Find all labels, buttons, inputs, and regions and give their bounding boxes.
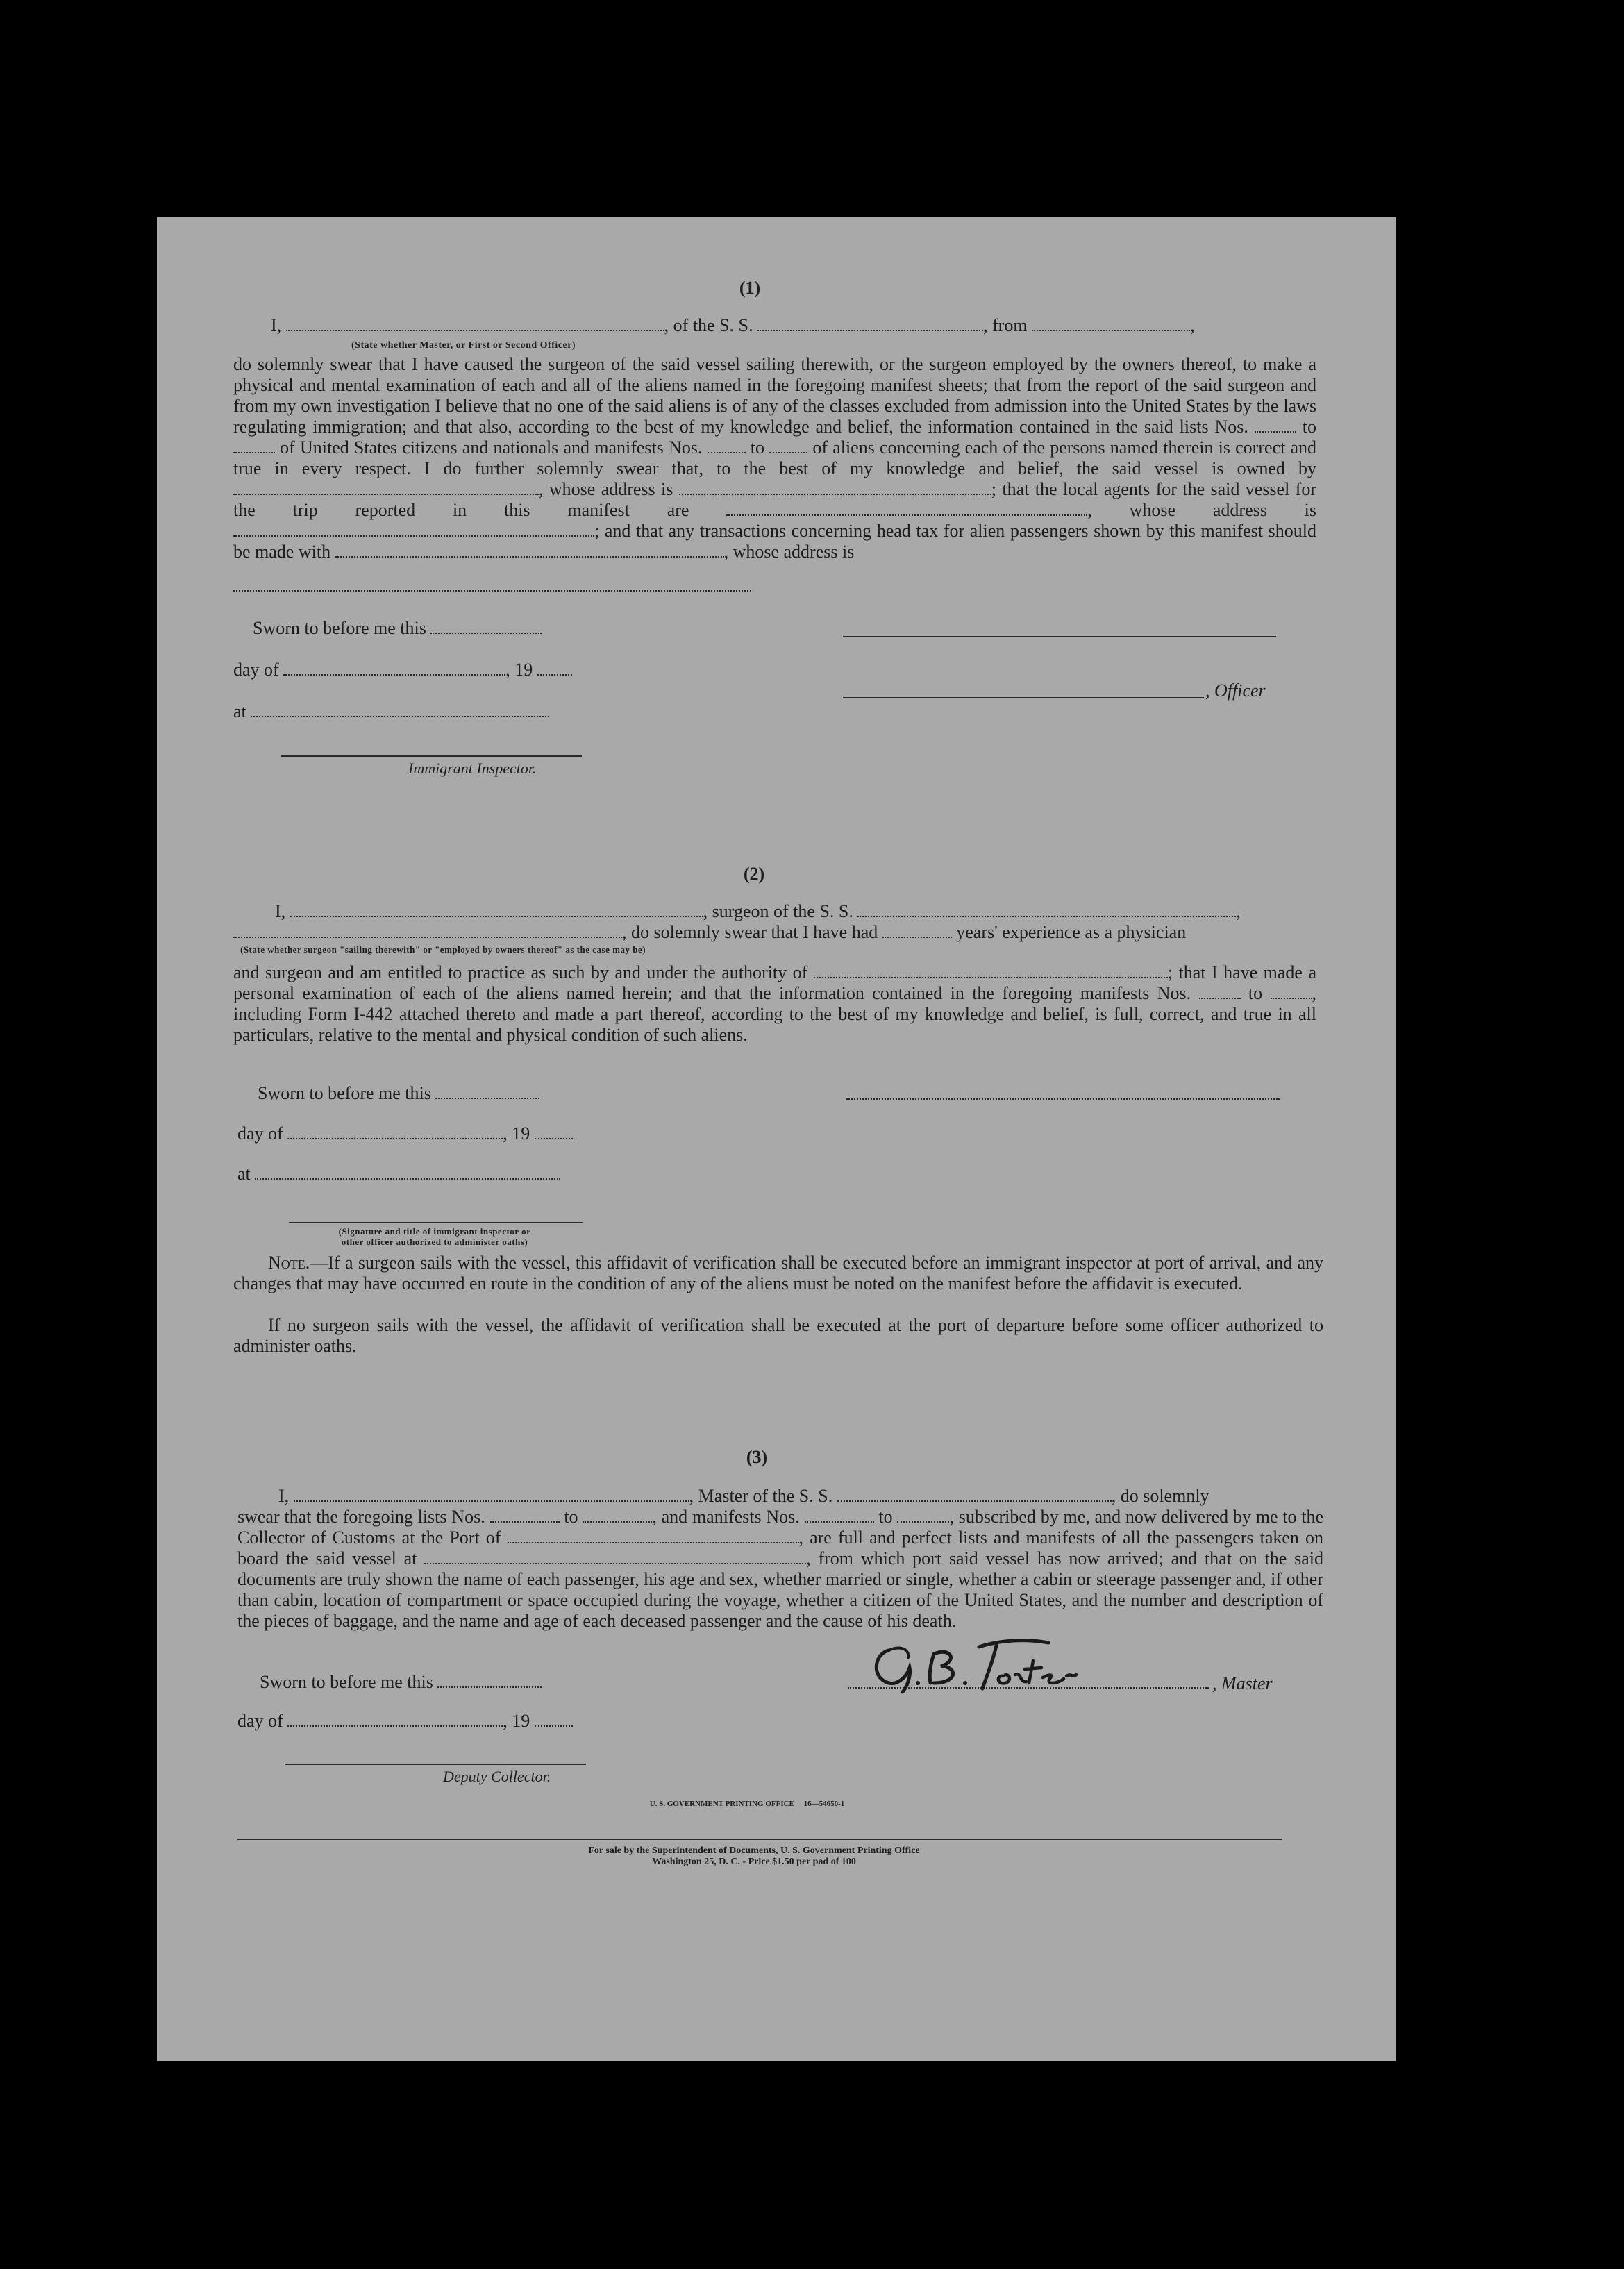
manifests-to-field[interactable] [1271,984,1312,999]
label: I, [278,1486,290,1506]
surgeon-name-field[interactable] [290,902,703,917]
label: , [1190,315,1195,335]
inspector-caption [282,1226,587,1247]
label: day of [237,1711,283,1731]
caption-line: (Signature and title of immigrant inspector or [338,1226,531,1237]
head-tax-address-line[interactable] [233,590,751,592]
label: day of [237,1123,283,1144]
label: to [750,437,765,458]
footer-rule [237,1839,1282,1840]
label: Sworn to before me this [258,1083,431,1103]
label: I, [271,315,282,335]
label: to [1248,983,1263,1003]
section-2-first-line [275,901,1241,922]
sworn-line [258,1083,539,1104]
sworn-date-field[interactable] [437,1673,542,1688]
sale-line: For sale by the Superintendent of Documents, U. S. Government Printing Office [588,1845,920,1856]
year-field[interactable] [537,660,572,676]
section-1-number: (1) [739,278,761,298]
label: , do solemnly swear that I have had [622,922,878,942]
label: , do solemnly [1111,1486,1209,1506]
surgeon-signature-line[interactable] [846,1098,1280,1100]
at-field[interactable] [251,702,549,717]
master-name-field[interactable] [294,1487,689,1502]
officer-signature-line-2[interactable] [843,697,1204,698]
label: at [233,701,246,721]
at-line [233,701,549,722]
year-field[interactable] [535,1711,573,1727]
manifests-from-field[interactable] [805,1507,874,1523]
master-signature [868,1633,1146,1696]
departure-port-field[interactable] [424,1549,806,1564]
label: to [1302,417,1317,437]
agents-field[interactable] [726,501,1087,516]
vessel-field[interactable] [757,316,983,331]
label: Sworn to before me this [253,618,426,638]
body-text: , subscribed by me, and now delivered by me to the Collector of Customs at the Port of [237,1507,1324,1548]
officer-signature-line-1[interactable] [843,636,1276,637]
surgeon-type-field[interactable] [233,923,622,938]
officer-title: , Officer [1205,680,1266,701]
sworn-date-field[interactable] [435,1084,539,1099]
note-paragraph-2: If no surgeon sails with the vessel, the affidavit of verification shall be executed at the port of departure before some officer authorized to administer oaths. [233,1315,1323,1356]
day-field[interactable] [283,660,505,676]
caption-line: other officer authorized to administer oaths) [341,1237,528,1247]
day-field[interactable] [287,1711,503,1727]
label: , 19 [505,660,533,680]
label: , 19 [503,1123,530,1144]
sale-notice [490,1845,1018,1868]
vessel-field[interactable] [837,1487,1112,1502]
deputy-signature-line[interactable] [285,1764,586,1765]
body-text: , from which port said vessel has now arrived; and that on the said documents are truly shown the name of each passenger, his age and sex, whether married or single, whether a cabin or steerage passenger and, if other than cabin, location of compartment or space occupied during the voyage, whether a citizen of the United States, and the number and description of the pieces of baggage, and the name and age of each deceased passenger and the cause of his death. [237,1548,1323,1631]
note-paragraph [233,1253,1323,1294]
label: , Master of the S. S. [689,1486,833,1506]
lists-to-field[interactable] [583,1507,652,1523]
label: , from [983,315,1028,335]
authority-field[interactable] [814,963,1168,978]
inspector-title: Immigrant Inspector. [408,760,537,777]
day-line [237,1711,573,1732]
manifests-from-field[interactable] [1199,984,1241,999]
head-tax-field[interactable] [335,542,724,558]
manifests-from-field[interactable] [708,438,746,453]
document-page [157,217,1396,2061]
year-field[interactable] [535,1124,573,1139]
lists-to-field[interactable] [233,438,275,453]
section-2-number: (2) [743,864,765,884]
body-text: , are full and perfect lists and manifests of all the passengers taken on board the said vessel at [237,1527,1324,1568]
sworn-date-field[interactable] [430,619,542,634]
label: , whose address is [723,542,855,562]
from-field[interactable] [1032,316,1190,331]
body-text: swear that the foregoing lists Nos. [237,1507,485,1527]
body-text: ; and that any transactions concerning head tax for alien passengers shown by this manifest should be made with [233,521,1316,562]
master-title: , Master [1212,1673,1273,1693]
body-text: do solemnly swear that I have caused the surgeon of the said vessel sailing therewith, or the surgeon employed by the owners thereof, to make a physical and mental examination of each and all of the aliens named in the foregoing manifest sheets; that from the report of the said surgeon and from my own investigation I believe that no one of the said aliens is of any of the classes excluded from admission into the United States by the laws regulating immigration; and that also, according to the best of my knowledge and belief, the information contained in the said lists Nos. [233,354,1316,437]
manifests-to-field[interactable] [769,438,807,453]
sale-line: Washington 25, D. C. - Price $1.50 per pad of 100 [652,1857,856,1867]
lists-from-field[interactable] [1255,417,1296,433]
label: day of [233,660,279,680]
body-text: of United States citizens and nationals and manifests Nos. [280,437,703,458]
section-1-body [233,354,1316,562]
years-field[interactable] [882,923,952,938]
body-text: whose address is [1129,500,1317,520]
section-1-first-line [271,315,1195,336]
label: at [237,1164,251,1184]
label: , whose address is [539,479,673,499]
body-text: of aliens concerning each of the persons named therein is correct and true in every respect. I do further solemnly swear that, to the best of my knowledge and belief, the said vessel is owned by [233,437,1317,478]
label: I, [275,901,286,921]
surgeon-caption: (State whether surgeon "sailing therewith" or "employed by owners thereof" as the case may be) [240,944,646,955]
lists-from-field[interactable] [490,1507,560,1523]
day-line [233,660,572,680]
label: to [878,1507,893,1527]
manifests-to-field[interactable] [897,1507,949,1523]
owner-field[interactable] [233,480,539,495]
body-text: , and manifests Nos. [652,1507,800,1527]
sworn-line [260,1672,542,1693]
label: , 19 [503,1711,530,1731]
section-3-body [237,1507,1323,1632]
label: , [1236,901,1241,921]
inspector-signature-line[interactable] [289,1222,583,1223]
label: ; [1167,962,1173,982]
label: , of the S. S. [664,315,753,335]
label: years' experience as a physician [956,922,1187,942]
surgeon-vessel-field[interactable] [857,902,1236,917]
gpo-imprint: U. S. GOVERNMENT PRINTING OFFICE 16—54650-1 [649,1800,845,1808]
body-text: that I have made a personal examination of each of the aliens named herein; and that the information contained in the foregoing manifests Nos. [233,962,1316,1003]
officer-field[interactable] [286,316,664,331]
at-field[interactable] [255,1164,560,1180]
label: ; [991,479,997,499]
port-field[interactable] [508,1528,799,1543]
deputy-title: Deputy Collector. [443,1768,551,1785]
body-text: and surgeon and am entitled to practice as such by and under the authority of [233,962,808,982]
day-field[interactable] [287,1124,503,1139]
inspector-signature-line[interactable] [281,755,582,757]
owner-address-field[interactable] [679,480,991,495]
label: , surgeon of the S. S. [703,901,853,921]
label: , [1087,500,1092,520]
section-3-first-line [278,1486,1209,1507]
label: Sworn to before me this [260,1672,433,1692]
agents-address-field[interactable] [233,521,594,537]
body-text: —If a surgeon sails with the vessel, this affidavit of verification shall be executed before an immigrant inspector at port of arrival, and any changes that may have occurred en route in the condition of any of the aliens must be noted on the manifest before the affidavit is executed. [233,1253,1323,1293]
label: to [564,1507,578,1527]
sworn-line [253,618,542,639]
day-line [237,1123,573,1144]
body-text: that the local agents for the said vessel for the trip reported in this manifest are [233,479,1316,520]
section-2-second-line [233,922,1186,943]
note-label: Note. [268,1253,310,1273]
body-text: , including Form I-442 attached thereto and made a part thereof, according to the best of my knowledge and belief, is full, correct, and true in all particulars, relative to the mental and physical condition of such aliens. [233,983,1317,1045]
at-line [237,1164,560,1184]
section-2-body [233,962,1316,1046]
officer-caption: (State whether Master, or First or Second Officer) [351,340,576,351]
section-3-number: (3) [746,1447,768,1467]
